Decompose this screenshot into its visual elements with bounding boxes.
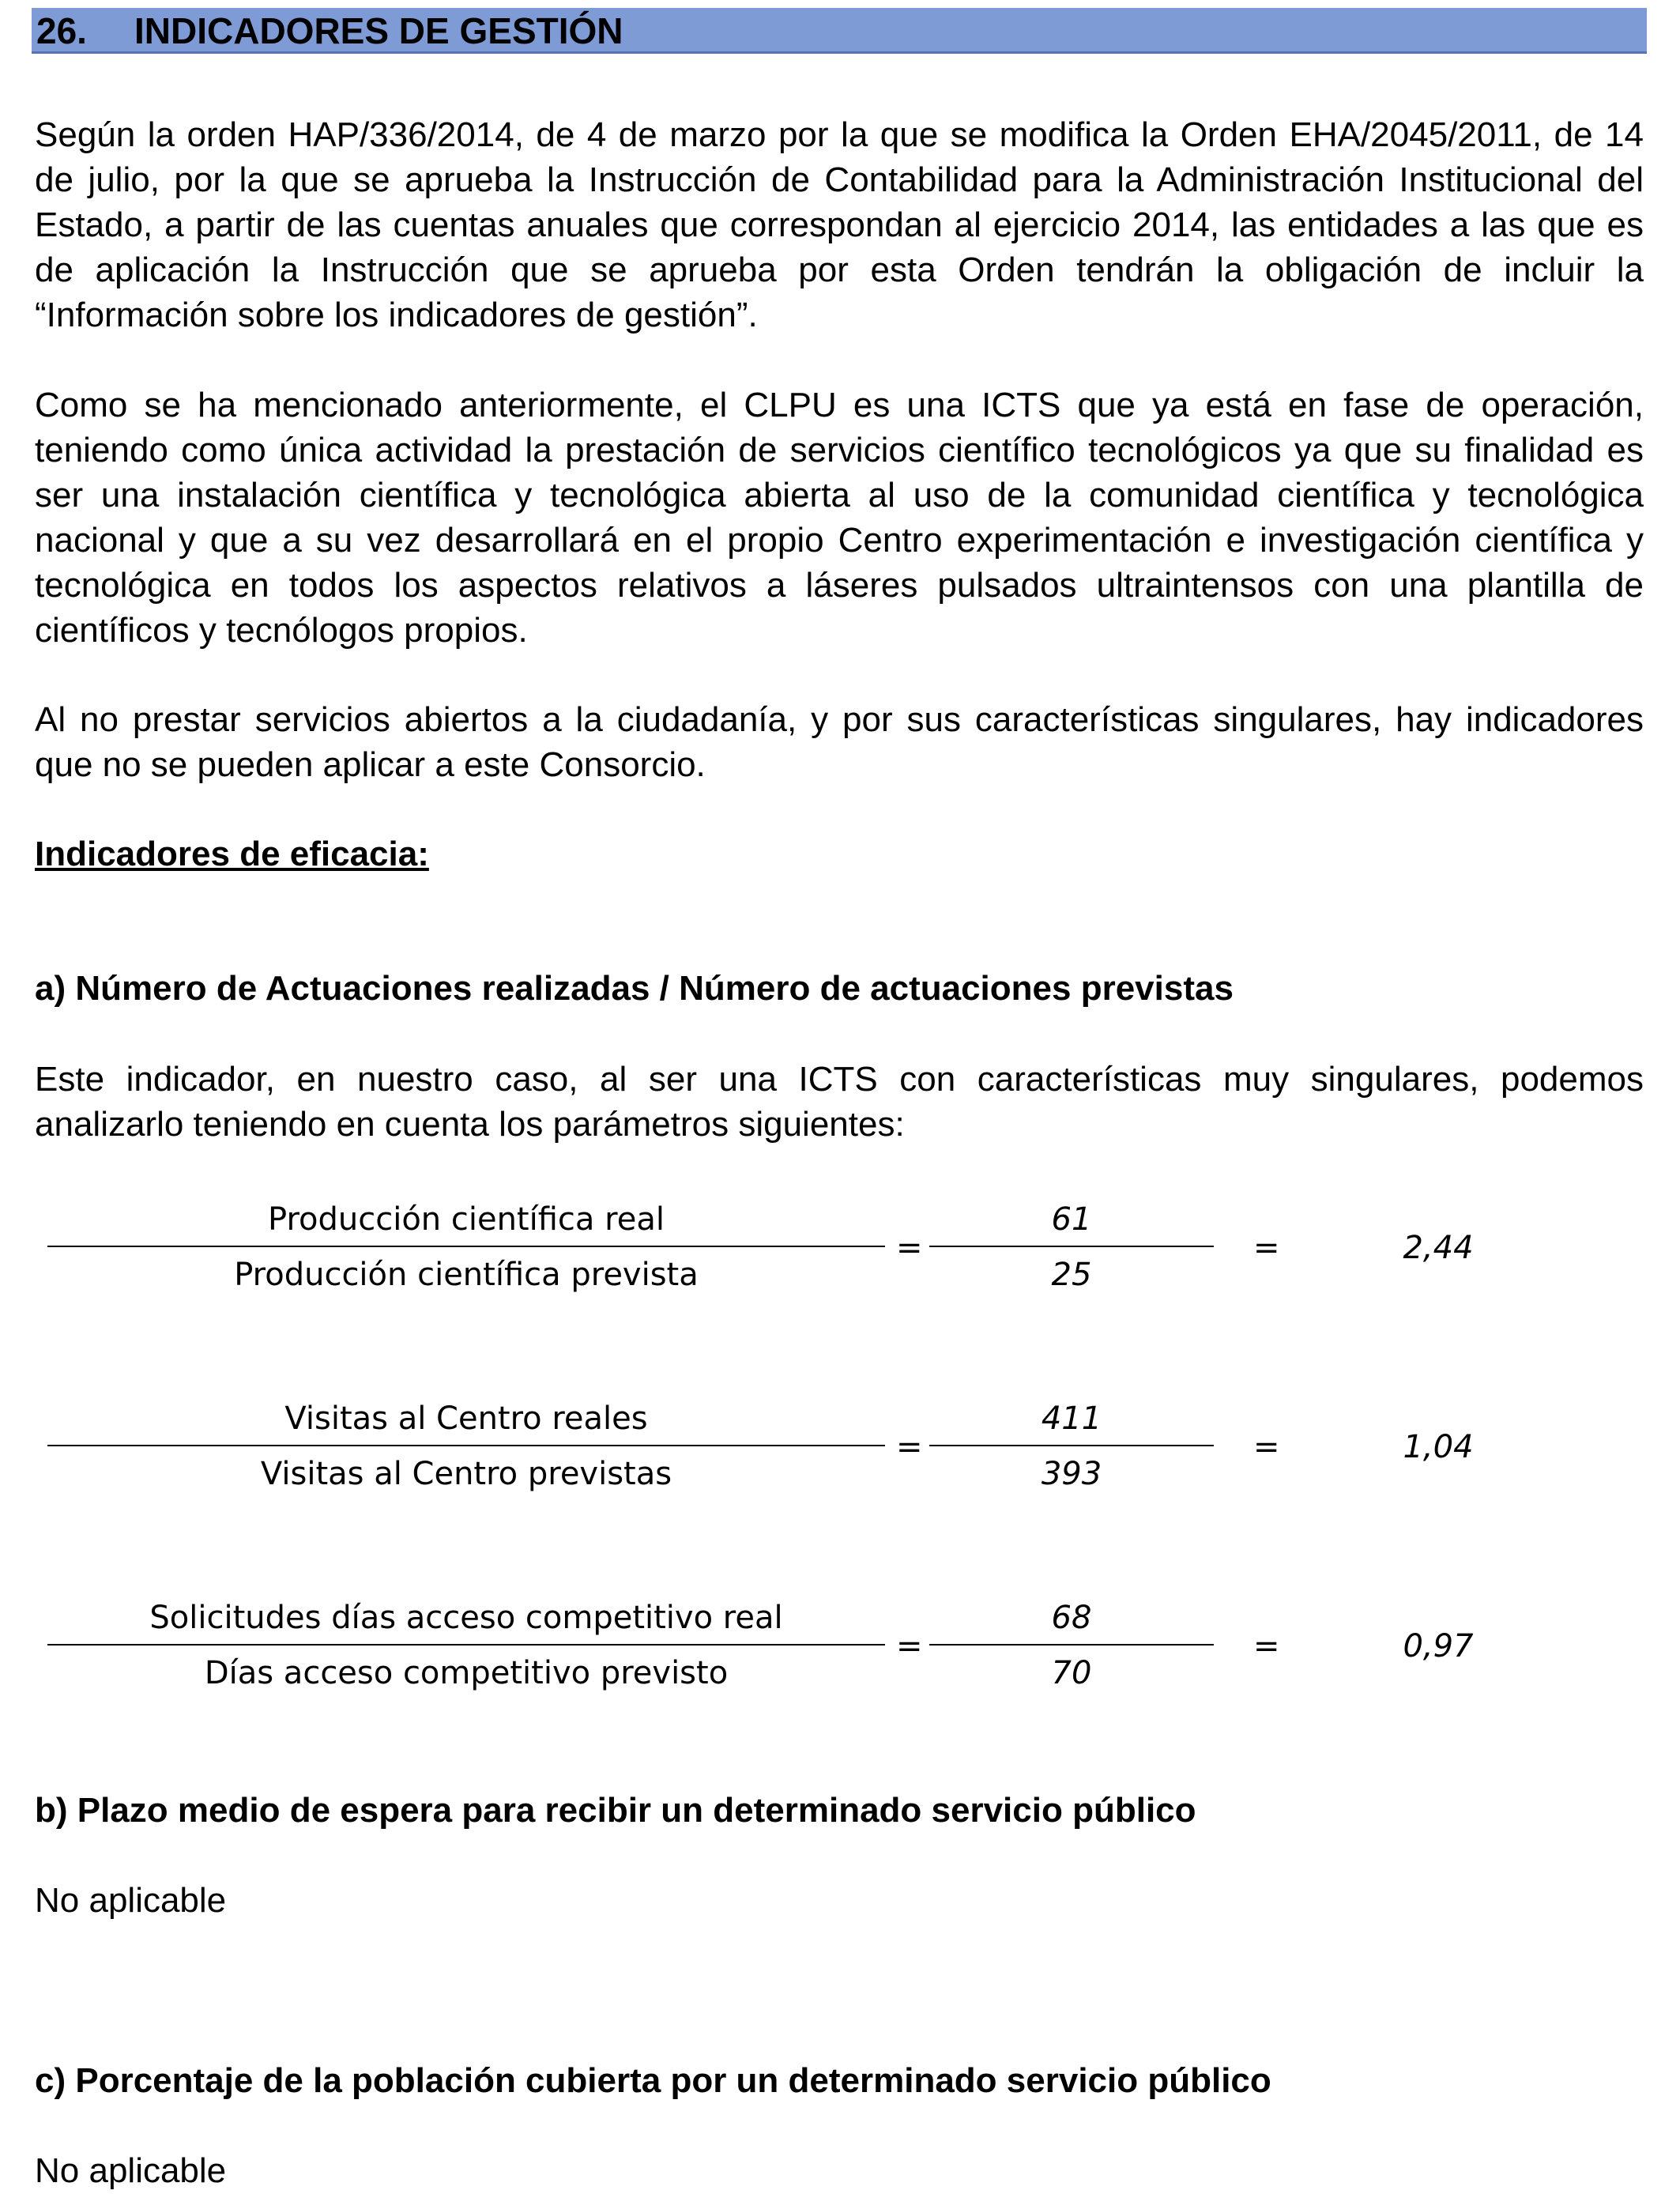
fraction-result: 0,97 <box>1403 1628 1474 1664</box>
fraction-denominator-label: Visitas al Centro previstas <box>260 1456 672 1492</box>
section-b-title: b) Plazo medio de espera para recibir un determinado servicio público <box>35 1791 1196 1830</box>
section-header <box>32 8 1647 54</box>
equals-sign: = <box>1253 1429 1280 1465</box>
fraction-denominator-label: Producción científica prevista <box>234 1257 699 1293</box>
section-b-text: No aplicable <box>35 1881 227 1920</box>
fraction-value-line <box>929 1644 1214 1646</box>
fraction-line <box>47 1246 885 1247</box>
fraction-numerator-label: Visitas al Centro reales <box>284 1400 648 1437</box>
fraction-row-production <box>0 1200 1680 1318</box>
fraction-line <box>47 1445 885 1446</box>
fraction-result: 2,44 <box>1403 1230 1474 1266</box>
fraction-value-line <box>929 1445 1214 1446</box>
equals-sign: = <box>1253 1230 1280 1266</box>
paragraph-1: Según la orden HAP/336/2014, de 4 de marzo por la que se modifica la Orden EHA/2045/2011, de 14 de julio, por la que se aprueba la Instrucción de Contabilidad para la Administración Institucional del Estado, a partir de las cuentas anuales que correspondan al ejercicio 2014, las entidades a las que es de aplicación la Instrucción que se aprueba por esta Orden tendrán la obligación de incluir la “Información sobre los indicadores de gestión”. <box>35 115 1644 334</box>
fraction-result: 1,04 <box>1403 1429 1474 1465</box>
fraction-value-line <box>929 1246 1214 1247</box>
fraction-numerator-value: 411 <box>1041 1400 1102 1437</box>
fraction-denominator-value: 70 <box>1051 1655 1092 1691</box>
fraction-denominator-value: 393 <box>1041 1456 1102 1492</box>
fraction-numerator-label: Solicitudes días acceso competitivo real <box>149 1600 783 1636</box>
equals-sign: = <box>1253 1628 1280 1664</box>
fraction-numerator-value: 61 <box>1051 1201 1092 1238</box>
section-c-text: No aplicable <box>35 2151 227 2190</box>
section-title: INDICADORES DE GESTIÓN <box>134 10 623 51</box>
paragraph-2: Como se ha mencionado anteriormente, el CLPU es una ICTS que ya está en fase de operación, teniendo como única actividad la prestación de servicios científico tecnológicos ya que su finalidad es ser una instalación científica y tecnológica abierta al uso de la comunidad científica y tecnológica nacional y que a su vez desarrollará en el propio Centro experimentación e investigación científica y tecnológica en todos los aspectos relativos a láseres pulsados ultraintensos con una plantilla de científicos y tecnólogos propios. <box>35 386 1644 650</box>
fraction-row-visits <box>0 1399 1680 1517</box>
section-c-title: c) Porcentaje de la población cubierta por un determinado servicio público <box>35 2061 1271 2100</box>
paragraph-3: Al no prestar servicios abiertos a la ciudadanía, y por sus características singulares, hay indicadores que no se pueden aplicar a este Consorcio. <box>35 700 1644 784</box>
section-a-title: a) Número de Actuaciones realizadas / Número de actuaciones previstas <box>35 969 1234 1008</box>
efficacy-heading: Indicadores de eficacia: <box>35 835 429 873</box>
equals-sign: = <box>896 1628 923 1664</box>
fraction-numerator-label: Producción científica real <box>268 1201 665 1238</box>
fraction-line <box>47 1644 885 1646</box>
section-a-intro: Este indicador, en nuestro caso, al ser una ICTS con características muy singulares, podemos analizarlo teniendo en cuenta los parámetros siguientes: <box>35 1060 1644 1144</box>
fraction-row-access <box>0 1598 1680 1717</box>
fraction-numerator-value: 68 <box>1051 1600 1092 1636</box>
equals-sign: = <box>896 1429 923 1465</box>
section-number: 26. <box>36 10 87 51</box>
fraction-denominator-label: Días acceso competitivo previsto <box>204 1655 729 1691</box>
fraction-denominator-value: 25 <box>1051 1257 1092 1293</box>
equals-sign: = <box>896 1230 923 1266</box>
